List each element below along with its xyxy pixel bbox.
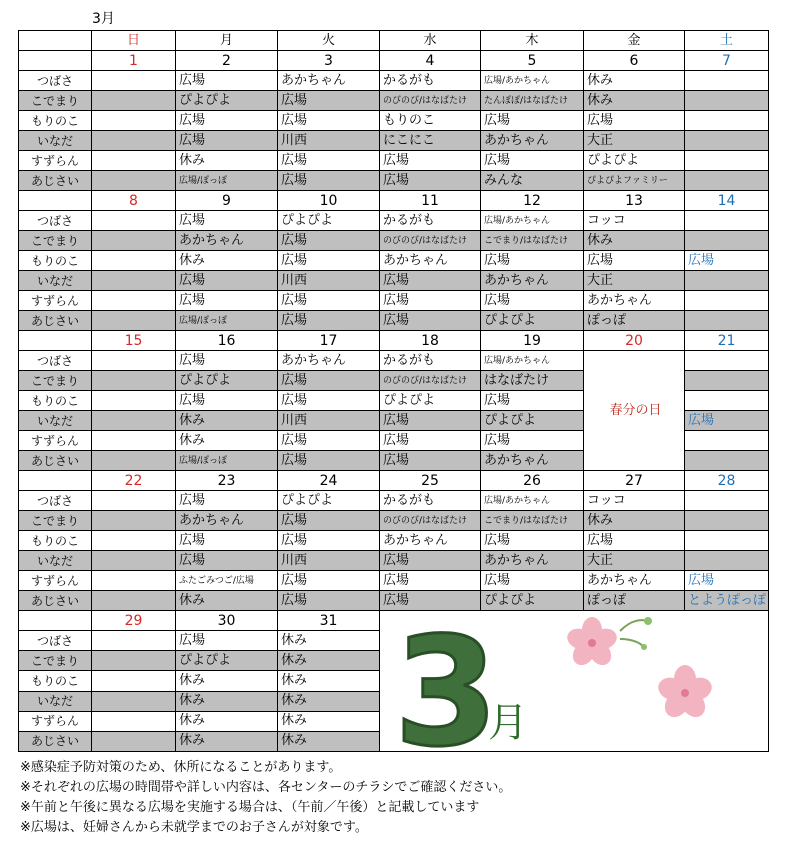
schedule-cell — [92, 551, 176, 571]
schedule-cell: 広場 — [278, 291, 380, 311]
date-cell: 27 — [584, 471, 685, 491]
month-label: 3月 — [92, 11, 115, 27]
schedule-cell: のびのび/はなばたけ — [380, 91, 481, 111]
schedule-cell: 広場/ぽっぽ — [176, 451, 278, 471]
schedule-cell: 広場 — [278, 451, 380, 471]
date-cell: 26 — [481, 471, 584, 491]
schedule-cell: コッコ — [584, 491, 685, 511]
schedule-cell: ぴよぴよ — [481, 411, 584, 431]
schedule-cell — [685, 211, 769, 231]
schedule-cell: 広場 — [685, 251, 769, 271]
date-cell: 13 — [584, 191, 685, 211]
group-label: もりのこ — [19, 531, 92, 551]
date-cell: 8 — [92, 191, 176, 211]
schedule-cell: 広場 — [380, 151, 481, 171]
schedule-cell — [685, 391, 769, 411]
schedule-cell: あかちゃん — [481, 551, 584, 571]
schedule-cell — [685, 491, 769, 511]
date-cell: 7 — [685, 51, 769, 71]
schedule-cell: 休み — [176, 591, 278, 611]
schedule-cell: 広場 — [481, 151, 584, 171]
schedule-cell: 広場 — [380, 551, 481, 571]
group-row — [19, 571, 769, 591]
schedule-cell — [685, 151, 769, 171]
schedule-cell — [92, 131, 176, 151]
calendar-table — [18, 30, 769, 752]
group-label: こでまり — [19, 511, 92, 531]
group-row — [19, 351, 769, 371]
note-line: ※感染症予防対策のため、休所になることがあります。 — [20, 760, 342, 775]
schedule-cell: のびのび/はなばたけ — [380, 231, 481, 251]
schedule-cell: こでまり/はなばたけ — [481, 231, 584, 251]
schedule-cell: たんぽぽ/はなばたけ — [481, 91, 584, 111]
schedule-cell: 休み — [176, 431, 278, 451]
schedule-cell: かるがも — [380, 71, 481, 91]
schedule-cell — [92, 271, 176, 291]
schedule-cell: あかちゃん — [481, 131, 584, 151]
schedule-cell: 川西 — [278, 411, 380, 431]
schedule-cell: 広場 — [278, 531, 380, 551]
schedule-cell: 休み — [584, 231, 685, 251]
schedule-cell: 川西 — [278, 131, 380, 151]
weekday-header: 水 — [380, 31, 481, 51]
schedule-cell: ぴよぴよ — [176, 651, 278, 671]
schedule-cell: 休み — [176, 671, 278, 691]
schedule-cell — [92, 91, 176, 111]
schedule-cell: 広場 — [278, 391, 380, 411]
schedule-cell — [685, 91, 769, 111]
notes — [20, 758, 511, 838]
date-row — [19, 51, 769, 71]
schedule-cell — [92, 151, 176, 171]
schedule-cell: 広場 — [176, 531, 278, 551]
note-line: ※それぞれの広場の時間帯や詳しい内容は、各センターのチラシでご確認ください。 — [20, 780, 512, 795]
date-cell: 9 — [176, 191, 278, 211]
date-row — [19, 191, 769, 211]
group-row — [19, 511, 769, 531]
schedule-cell: 広場/ぽっぽ — [176, 311, 278, 331]
group-label: もりのこ — [19, 251, 92, 271]
schedule-cell: のびのび/はなばたけ — [380, 371, 481, 391]
group-row — [19, 111, 769, 131]
group-label: つばさ — [19, 211, 92, 231]
schedule-cell: 広場 — [176, 631, 278, 651]
schedule-cell: ぴよぴよ — [278, 211, 380, 231]
group-label: こでまり — [19, 371, 92, 391]
schedule-cell: とようぽっぽ — [685, 591, 769, 611]
schedule-cell: 広場 — [380, 451, 481, 471]
date-cell: 28 — [685, 471, 769, 491]
schedule-cell — [92, 711, 176, 731]
schedule-cell: 広場 — [278, 371, 380, 391]
schedule-cell: 広場 — [481, 291, 584, 311]
date-cell: 15 — [92, 331, 176, 351]
date-row-label — [19, 331, 92, 351]
group-label: すずらん — [19, 711, 92, 731]
blossom-icon — [565, 617, 652, 669]
date-cell: 6 — [584, 51, 685, 71]
schedule-cell: 広場 — [380, 571, 481, 591]
group-row — [19, 531, 769, 551]
group-row — [19, 71, 769, 91]
schedule-cell — [685, 291, 769, 311]
schedule-cell: 広場 — [278, 151, 380, 171]
date-cell: 29 — [92, 611, 176, 631]
schedule-cell: 広場 — [278, 571, 380, 591]
schedule-cell: 休み — [176, 411, 278, 431]
group-label: あじさい — [19, 451, 92, 471]
weekday-header: 火 — [278, 31, 380, 51]
schedule-cell: 広場/あかちゃん — [481, 211, 584, 231]
weekday-header: 日 — [92, 31, 176, 51]
schedule-cell: 休み — [278, 711, 380, 731]
schedule-cell: かるがも — [380, 211, 481, 231]
schedule-cell — [92, 631, 176, 651]
group-row — [19, 251, 769, 271]
group-row — [19, 171, 769, 191]
schedule-cell — [92, 671, 176, 691]
schedule-cell: 広場 — [278, 251, 380, 271]
date-cell: 3 — [278, 51, 380, 71]
schedule-cell: 大正 — [584, 131, 685, 151]
schedule-cell — [92, 411, 176, 431]
date-cell: 21 — [685, 331, 769, 351]
schedule-cell: 広場 — [584, 251, 685, 271]
month-kanji: 月 — [488, 700, 528, 746]
schedule-cell: みんな — [481, 171, 584, 191]
schedule-cell: あかちゃん — [176, 511, 278, 531]
schedule-cell: 広場 — [380, 311, 481, 331]
schedule-cell: 広場 — [176, 71, 278, 91]
schedule-cell — [92, 71, 176, 91]
schedule-cell: ぴよぴよ — [584, 151, 685, 171]
group-label: もりのこ — [19, 111, 92, 131]
schedule-cell: 川西 — [278, 551, 380, 571]
schedule-cell: かるがも — [380, 351, 481, 371]
schedule-cell: 広場 — [278, 171, 380, 191]
group-label: あじさい — [19, 311, 92, 331]
schedule-cell: ふたごみつご/広場 — [176, 571, 278, 591]
date-row-label — [19, 471, 92, 491]
date-cell: 23 — [176, 471, 278, 491]
group-row — [19, 491, 769, 511]
schedule-cell: 広場 — [685, 411, 769, 431]
group-label: すずらん — [19, 291, 92, 311]
date-cell: 20 — [584, 331, 685, 351]
group-label: いなだ — [19, 131, 92, 151]
schedule-cell: 広場 — [380, 591, 481, 611]
schedule-cell: ぴよぴよ — [176, 371, 278, 391]
schedule-cell: 広場 — [176, 391, 278, 411]
schedule-cell: あかちゃん — [584, 291, 685, 311]
date-row-label — [19, 51, 92, 71]
schedule-cell — [685, 131, 769, 151]
group-label: こでまり — [19, 651, 92, 671]
schedule-cell: かるがも — [380, 491, 481, 511]
date-cell: 22 — [92, 471, 176, 491]
group-label: もりのこ — [19, 671, 92, 691]
schedule-cell — [92, 731, 176, 751]
group-label: つばさ — [19, 631, 92, 651]
schedule-cell: 休み — [584, 91, 685, 111]
schedule-cell: ぽっぽ — [584, 591, 685, 611]
date-row-label — [19, 611, 92, 631]
group-row — [19, 591, 769, 611]
schedule-cell: 広場 — [481, 111, 584, 131]
schedule-cell: あかちゃん — [380, 531, 481, 551]
schedule-cell: 広場 — [685, 571, 769, 591]
schedule-cell: 広場/あかちゃん — [481, 351, 584, 371]
schedule-cell: 大正 — [584, 271, 685, 291]
holiday-cell: 春分の日 — [584, 351, 685, 471]
schedule-cell: 広場 — [278, 91, 380, 111]
schedule-cell: 広場 — [481, 431, 584, 451]
schedule-cell — [92, 391, 176, 411]
group-label: つばさ — [19, 71, 92, 91]
group-row — [19, 231, 769, 251]
schedule-cell: コッコ — [584, 211, 685, 231]
schedule-cell — [685, 431, 769, 451]
schedule-cell: ぽっぽ — [584, 311, 685, 331]
weekday-header: 木 — [481, 31, 584, 51]
schedule-cell — [92, 691, 176, 711]
schedule-cell: 休み — [278, 691, 380, 711]
schedule-cell — [685, 351, 769, 371]
group-row — [19, 551, 769, 571]
schedule-cell: あかちゃん — [278, 351, 380, 371]
schedule-cell: のびのび/はなばたけ — [380, 511, 481, 531]
schedule-cell: 広場 — [176, 491, 278, 511]
schedule-cell: 広場 — [176, 351, 278, 371]
group-label: いなだ — [19, 551, 92, 571]
schedule-cell: 広場 — [278, 431, 380, 451]
date-cell: 2 — [176, 51, 278, 71]
schedule-cell — [92, 211, 176, 231]
schedule-cell: ぴよぴよ — [481, 311, 584, 331]
schedule-cell: あかちゃん — [481, 451, 584, 471]
date-cell: 19 — [481, 331, 584, 351]
schedule-cell — [92, 291, 176, 311]
group-row — [19, 131, 769, 151]
schedule-cell: あかちゃん — [380, 251, 481, 271]
schedule-cell: ぴよぴよ — [380, 391, 481, 411]
schedule-cell — [685, 451, 769, 471]
group-label: すずらん — [19, 571, 92, 591]
schedule-cell — [685, 551, 769, 571]
schedule-cell — [92, 371, 176, 391]
schedule-cell — [92, 511, 176, 531]
schedule-cell — [92, 171, 176, 191]
schedule-cell: 広場 — [176, 131, 278, 151]
schedule-cell: 広場/あかちゃん — [481, 491, 584, 511]
schedule-cell: 広場 — [481, 531, 584, 551]
schedule-cell: 川西 — [278, 271, 380, 291]
schedule-cell: 広場 — [278, 231, 380, 251]
schedule-cell: 広場 — [380, 171, 481, 191]
schedule-cell — [685, 171, 769, 191]
schedule-cell: 広場 — [584, 111, 685, 131]
group-row — [19, 271, 769, 291]
schedule-cell: 休み — [278, 631, 380, 651]
schedule-cell — [92, 451, 176, 471]
date-cell: 1 — [92, 51, 176, 71]
schedule-cell: 休み — [176, 731, 278, 751]
schedule-cell — [92, 531, 176, 551]
weekday-header: 金 — [584, 31, 685, 51]
group-label: こでまり — [19, 231, 92, 251]
schedule-cell: 休み — [176, 711, 278, 731]
schedule-cell: ぴよぴよファミリー — [584, 171, 685, 191]
schedule-cell: 広場/あかちゃん — [481, 71, 584, 91]
schedule-cell: 広場 — [584, 531, 685, 551]
schedule-cell — [685, 511, 769, 531]
schedule-cell: こでまり/はなばたけ — [481, 511, 584, 531]
schedule-cell: ぴよぴよ — [481, 591, 584, 611]
big-three: 3 — [394, 611, 499, 751]
group-label: いなだ — [19, 271, 92, 291]
group-row — [19, 151, 769, 171]
schedule-cell: にこにこ — [380, 131, 481, 151]
schedule-cell: 休み — [584, 511, 685, 531]
group-label: いなだ — [19, 691, 92, 711]
schedule-cell: 広場 — [481, 391, 584, 411]
schedule-cell: 広場 — [380, 411, 481, 431]
group-label: あじさい — [19, 171, 92, 191]
schedule-cell: 休み — [176, 691, 278, 711]
date-cell: 5 — [481, 51, 584, 71]
schedule-cell — [92, 351, 176, 371]
date-cell: 16 — [176, 331, 278, 351]
group-label: つばさ — [19, 351, 92, 371]
note-line: ※午前と午後に異なる広場を実施する場合は、（午前／午後）と記載しています — [20, 800, 480, 815]
schedule-cell — [685, 231, 769, 251]
schedule-cell: 広場 — [176, 291, 278, 311]
schedule-cell: 広場 — [176, 271, 278, 291]
schedule-cell: 大正 — [584, 551, 685, 571]
group-label: あじさい — [19, 731, 92, 751]
date-cell: 14 — [685, 191, 769, 211]
weekday-header: 月 — [176, 31, 278, 51]
schedule-cell — [92, 311, 176, 331]
corner-cell — [19, 31, 92, 51]
date-row — [19, 471, 769, 491]
schedule-cell: 広場 — [176, 111, 278, 131]
schedule-cell: 広場 — [278, 591, 380, 611]
date-row — [19, 331, 769, 351]
schedule-cell: 広場 — [278, 511, 380, 531]
date-cell: 31 — [278, 611, 380, 631]
schedule-cell — [685, 71, 769, 91]
weekday-header-row — [19, 31, 769, 51]
schedule-cell: 広場 — [380, 291, 481, 311]
schedule-cell: 広場 — [380, 271, 481, 291]
group-label: すずらん — [19, 151, 92, 171]
group-label: こでまり — [19, 91, 92, 111]
date-cell: 4 — [380, 51, 481, 71]
schedule-cell: 広場 — [278, 111, 380, 131]
schedule-cell: 広場 — [176, 211, 278, 231]
group-row — [19, 311, 769, 331]
schedule-cell — [685, 531, 769, 551]
schedule-cell — [92, 251, 176, 271]
schedule-cell: 広場 — [176, 551, 278, 571]
schedule-cell: 広場 — [380, 431, 481, 451]
group-label: つばさ — [19, 491, 92, 511]
date-cell: 18 — [380, 331, 481, 351]
date-cell: 17 — [278, 331, 380, 351]
weekday-header: 土 — [685, 31, 769, 51]
date-cell: 25 — [380, 471, 481, 491]
schedule-cell — [685, 271, 769, 291]
schedule-cell: 休み — [176, 251, 278, 271]
note-line: ※広場は、妊婦さんから未就学までのお子さんが対象です。 — [20, 820, 368, 835]
schedule-cell — [92, 491, 176, 511]
date-cell: 11 — [380, 191, 481, 211]
schedule-cell: あかちゃん — [481, 271, 584, 291]
schedule-cell: 休み — [176, 151, 278, 171]
date-cell: 24 — [278, 471, 380, 491]
schedule-cell: ぴよぴよ — [278, 491, 380, 511]
date-cell: 10 — [278, 191, 380, 211]
schedule-cell: 休み — [584, 71, 685, 91]
schedule-cell — [685, 111, 769, 131]
schedule-cell — [92, 571, 176, 591]
schedule-cell — [92, 431, 176, 451]
schedule-cell: ぴよぴよ — [176, 91, 278, 111]
date-row — [19, 611, 769, 631]
schedule-cell: 休み — [278, 651, 380, 671]
group-label: いなだ — [19, 411, 92, 431]
date-cell: 30 — [176, 611, 278, 631]
schedule-cell: 休み — [278, 671, 380, 691]
group-row — [19, 211, 769, 231]
month-art-cell — [380, 611, 769, 752]
schedule-cell — [92, 651, 176, 671]
schedule-cell: あかちゃん — [278, 71, 380, 91]
schedule-cell: 広場 — [481, 571, 584, 591]
group-row — [19, 291, 769, 311]
group-label: もりのこ — [19, 391, 92, 411]
schedule-cell: 広場/ぽっぽ — [176, 171, 278, 191]
schedule-cell: はなばたけ — [481, 371, 584, 391]
schedule-cell: 休み — [278, 731, 380, 751]
schedule-cell: 広場 — [278, 311, 380, 331]
schedule-cell: あかちゃん — [584, 571, 685, 591]
group-label: あじさい — [19, 591, 92, 611]
group-label: すずらん — [19, 431, 92, 451]
schedule-cell — [685, 371, 769, 391]
month-art — [380, 611, 768, 751]
schedule-cell: もりのこ — [380, 111, 481, 131]
schedule-cell: あかちゃん — [176, 231, 278, 251]
schedule-cell — [92, 591, 176, 611]
schedule-cell — [92, 231, 176, 251]
schedule-cell: 広場 — [481, 251, 584, 271]
blossom-icon — [655, 665, 714, 722]
group-row — [19, 91, 769, 111]
schedule-cell — [685, 311, 769, 331]
date-cell: 12 — [481, 191, 584, 211]
schedule-cell — [92, 111, 176, 131]
date-row-label — [19, 191, 92, 211]
